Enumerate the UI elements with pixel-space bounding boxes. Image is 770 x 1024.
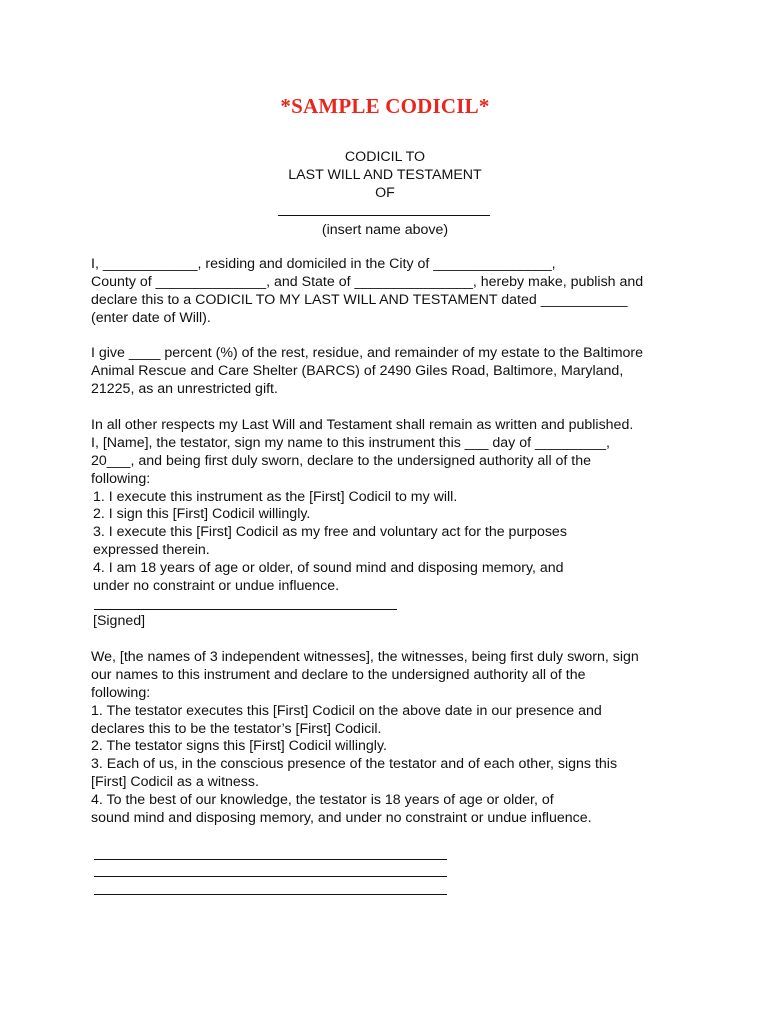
witness-item: declares this to be the testator’s [First] Codicil. <box>91 720 382 737</box>
witnesses-paragraph <box>91 649 691 828</box>
testator-item: 4. I am 18 years of age or older, of sound mind and disposing memory, and <box>93 560 564 577</box>
testator-item: expressed therein. <box>93 542 210 559</box>
testator-name-line <box>278 215 490 216</box>
name-hint: (insert name above) <box>321 222 449 238</box>
witness-item: 1. The testator executes this [First] Codicil on the above date in our presence and <box>91 702 602 719</box>
header-line-of: OF <box>375 185 395 201</box>
gift-line: I give ____ percent (%) of the rest, residue, and remainder of my estate to the Baltimore <box>91 345 644 361</box>
declaration-line: (enter date of Will). <box>91 309 211 326</box>
testator-item: under no constraint or undue influence. <box>93 578 340 595</box>
testator-intro-line: In all other respects my Last Will and Testament shall remain as written and published. <box>91 417 634 433</box>
testator-intro-line: 20___, and being first duly sworn, declare to the undersigned authority all of the <box>91 452 592 469</box>
witness-signature-line-2 <box>94 876 447 877</box>
testator-item: 2. I sign this [First] Codicil willingly. <box>93 506 311 523</box>
witness-intro-line: We, [the names of 3 independent witnesses], the witnesses, being first duly sworn, sign <box>91 649 639 665</box>
witness-signature-line-1 <box>94 859 447 860</box>
testator-intro-line: I, [Name], the testator, sign my name to this instrument this ___ day of _________, <box>91 434 610 451</box>
gift-paragraph <box>91 345 691 399</box>
testator-paragraph <box>91 417 691 596</box>
witness-item: sound mind and disposing memory, and under no constraint or undue influence. <box>91 810 592 827</box>
signed-label <box>91 613 691 631</box>
testator-signature-line <box>94 609 397 610</box>
witness-item: [First] Codicil as a witness. <box>91 774 259 791</box>
testator-intro-line: following: <box>91 470 151 487</box>
declaration-line: I, ____________, residing and domiciled in the City of _______________, <box>91 256 556 272</box>
gift-line: Animal Rescue and Care Shelter (BARCS) of 2490 Giles Road, Baltimore, Maryland, <box>91 362 624 379</box>
declaration-line: County of ______________, and State of _______________, hereby make, publish and <box>91 273 644 290</box>
witness-intro-line: following: <box>91 684 151 701</box>
witness-item: 3. Each of us, in the conscious presence of the testator and of each other, signs this <box>91 756 618 773</box>
declaration-paragraph <box>91 256 691 328</box>
signed-label-text: [Signed] <box>93 613 146 629</box>
testator-item: 3. I execute this [First] Codicil as my free and voluntary act for the purposes <box>93 524 567 541</box>
witness-item: 2. The testator signs this [First] Codicil willingly. <box>91 738 387 755</box>
document-title: *SAMPLE CODICIL* <box>280 94 490 118</box>
witness-intro-line: our names to this instrument and declare to the undersigned authority all of the <box>91 666 586 683</box>
gift-line: 21225, as an unrestricted gift. <box>91 380 278 397</box>
declaration-line: declare this to a CODICIL TO MY LAST WILL AND TESTAMENT dated ___________ <box>91 291 628 308</box>
witness-item: 4. To the best of our knowledge, the testator is 18 years of age or older, of <box>91 792 554 809</box>
witness-signature-line-3 <box>94 894 447 895</box>
testator-item: 1. I execute this instrument as the [First] Codicil to my will. <box>93 488 458 505</box>
header-line-codicil-to: CODICIL TO <box>344 149 426 165</box>
header-line-last-will: LAST WILL AND TESTAMENT <box>288 167 482 183</box>
